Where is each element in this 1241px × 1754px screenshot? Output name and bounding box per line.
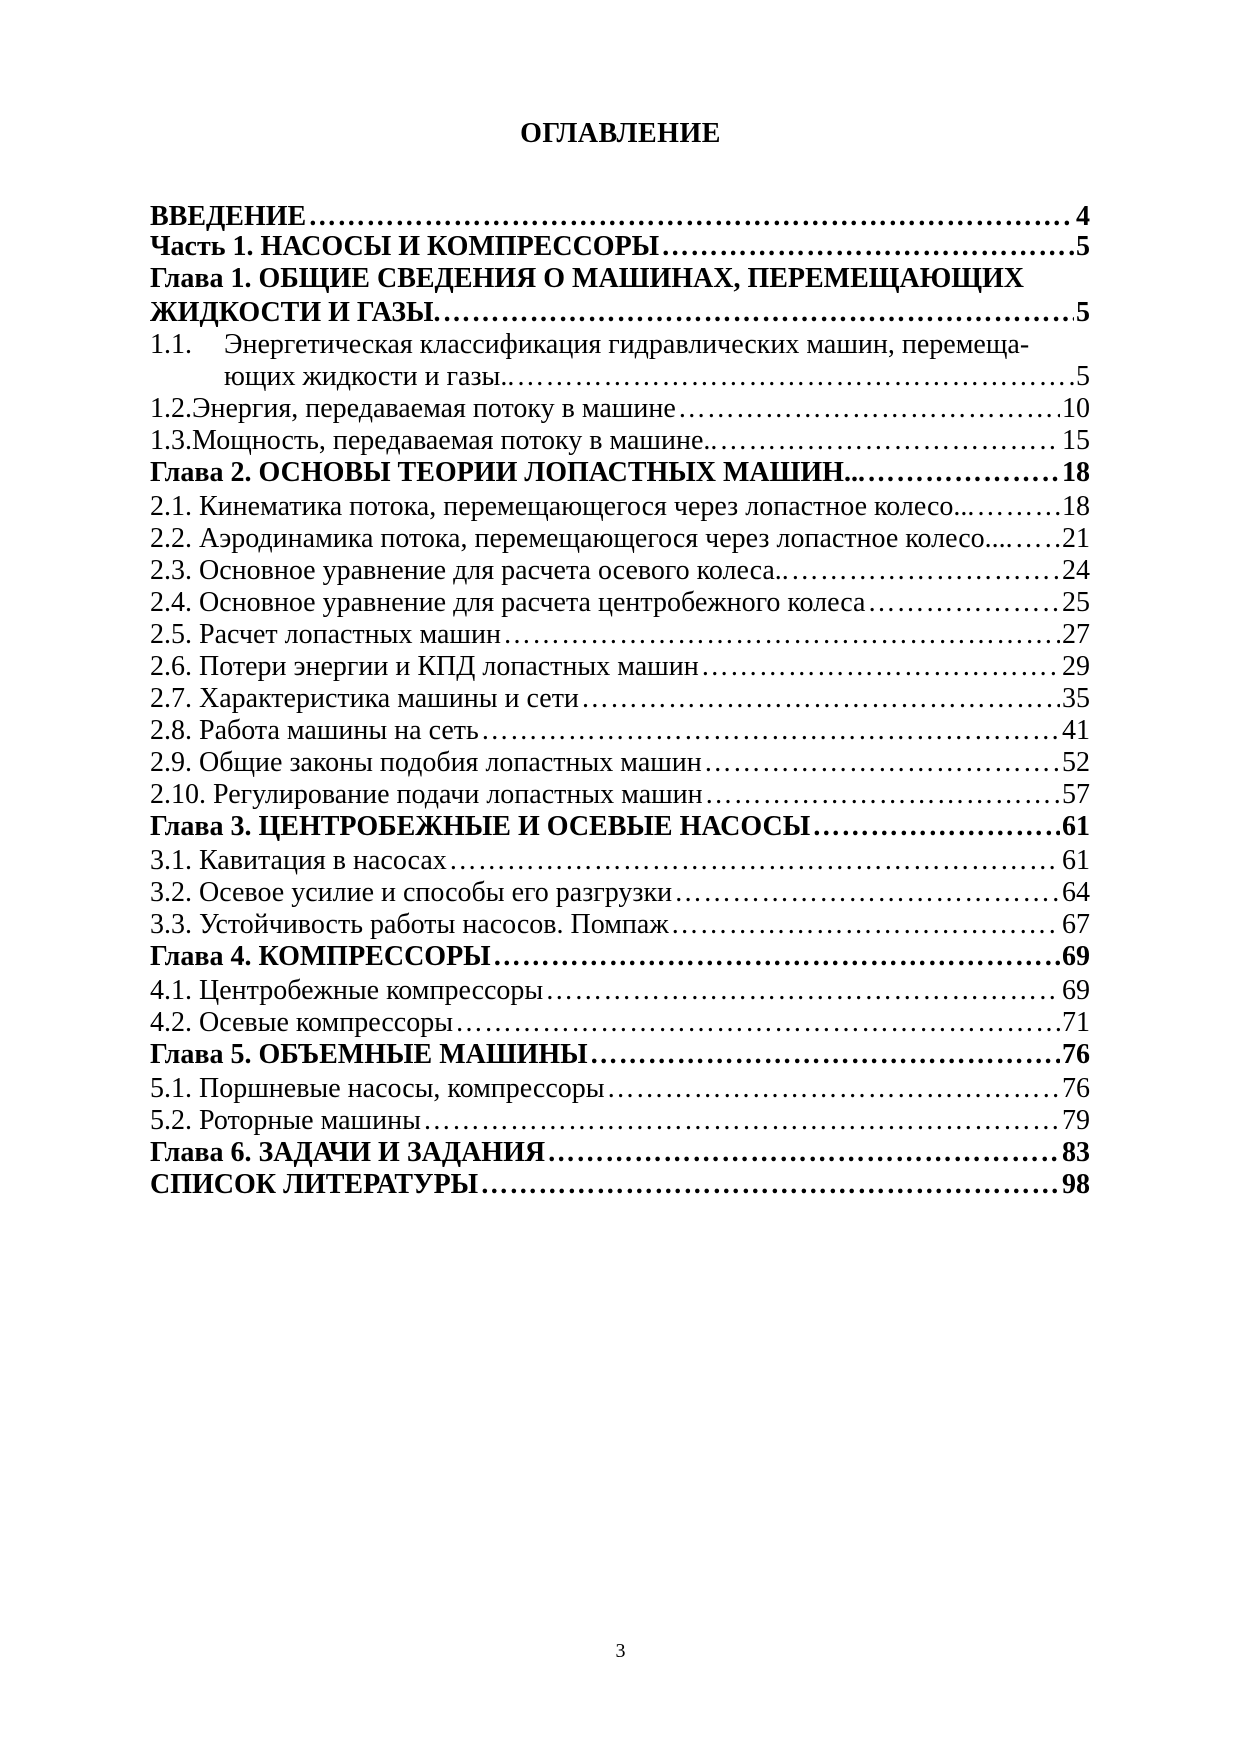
toc-entry-text: 5.2. Роторные машины xyxy=(150,1105,421,1136)
toc-entry-page: 10 xyxy=(1062,393,1090,424)
toc-entry-text: ющих жидкости и газы.. xyxy=(224,361,515,392)
dot-leader xyxy=(791,554,1060,587)
toc-entry-page: 64 xyxy=(1062,877,1090,908)
dot-leader xyxy=(678,392,1060,425)
toc-entry-number: 1.1. xyxy=(150,329,192,360)
toc-entry-text: 4.2. Осевые компрессоры xyxy=(150,1007,454,1038)
toc-entry-page: 4 xyxy=(1076,201,1090,232)
toc-entry-page: 79 xyxy=(1062,1105,1090,1136)
toc-entry-4-1 xyxy=(150,974,1090,1007)
toc-entry-page: 61 xyxy=(1062,845,1090,876)
toc-entry-page: 61 xyxy=(1062,811,1090,842)
toc-entry-page: 5 xyxy=(1076,361,1090,392)
toc-entry-text: 2.2. Аэродинамика потока, перемещающегося через лопастное колесо.... xyxy=(150,523,1013,554)
toc-entry-text: Глава 1. ОБЩИЕ СВЕДЕНИЯ О МАШИНАХ, ПЕРЕМЕЩАЮЩИХ xyxy=(150,263,1025,294)
toc-entry-page: 71 xyxy=(1062,1007,1090,1038)
toc-entry-chapter-2 xyxy=(150,456,1090,489)
toc-entry-5-1 xyxy=(150,1072,1090,1105)
dot-leader xyxy=(423,1104,1060,1137)
toc-entry-1-1-line-2 xyxy=(224,360,1090,393)
toc-entry-references xyxy=(150,1168,1090,1201)
toc-entry-page: 83 xyxy=(1062,1137,1090,1168)
dot-leader xyxy=(545,974,1060,1007)
toc-entry-chapter-1-line-1 xyxy=(150,262,1090,295)
toc-entry-page: 18 xyxy=(1062,457,1090,488)
toc-entry-chapter-3 xyxy=(150,810,1090,843)
toc-entry-2-4 xyxy=(150,586,1090,619)
toc-entry-2-5 xyxy=(150,618,1090,651)
dot-leader xyxy=(455,1006,1060,1039)
toc-entry-text: Энергия, передаваемая потоку в машине xyxy=(192,393,676,424)
toc-entry-text: Глава 4. КОМПРЕССОРЫ xyxy=(150,941,491,972)
toc-entry-page: 69 xyxy=(1062,941,1090,972)
toc-entry-text: 3.2. Осевое усилие и способы его разгрузки xyxy=(150,877,673,908)
toc-entry-3-2 xyxy=(150,876,1090,909)
toc-entry-chapter-4 xyxy=(150,940,1090,973)
toc-entry-text: 2.8. Работа машины на сеть xyxy=(150,715,479,746)
toc-entry-1-2 xyxy=(150,392,1090,425)
toc-title: ОГЛАВЛЕНИЕ xyxy=(520,118,721,149)
toc-entry-5-2 xyxy=(150,1104,1090,1137)
dot-leader xyxy=(674,876,1060,909)
toc-entry-2-3 xyxy=(150,554,1090,587)
toc-entry-2-2 xyxy=(150,522,1090,555)
toc-entry-text: ЖИДКОСТИ И ГАЗЫ. xyxy=(150,297,441,328)
toc-entry-2-8 xyxy=(150,714,1090,747)
dot-leader xyxy=(719,424,1060,457)
toc-entry-text: 3.1. Кавитация в насосах xyxy=(150,845,447,876)
toc-entry-text: 2.5. Расчет лопастных машин xyxy=(150,619,501,650)
toc-entry-2-6 xyxy=(150,650,1090,683)
toc-entry-text: 2.6. Потери энергии и КПД лопастных машин xyxy=(150,651,699,682)
toc-entry-text: Глава 3. ЦЕНТРОБЕЖНЫЕ И ОСЕВЫЕ НАСОСЫ xyxy=(150,811,811,842)
toc-entry-3-3 xyxy=(150,908,1090,941)
dot-leader xyxy=(503,618,1060,651)
toc-entry-text: 2.9. Общие законы подобия лопастных машин xyxy=(150,747,702,778)
toc-entry-page: 98 xyxy=(1062,1169,1090,1200)
toc-entry-page: 76 xyxy=(1062,1039,1090,1070)
dot-leader xyxy=(867,586,1060,619)
toc-entry-number: 1.2. xyxy=(150,393,192,424)
toc-entry-page: 57 xyxy=(1062,779,1090,810)
toc-entry-text: ВВЕДЕНИЕ xyxy=(150,201,307,232)
toc-entry-page: 15 xyxy=(1062,425,1090,456)
toc-entry-text: Глава 6. ЗАДАЧИ И ЗАДАНИЯ xyxy=(150,1137,546,1168)
dot-leader xyxy=(590,1038,1060,1071)
toc-entry-page: 5 xyxy=(1076,297,1090,328)
toc-entry-chapter-1-line-2 xyxy=(150,296,1090,329)
dot-leader xyxy=(701,650,1060,683)
toc-entry-page: 35 xyxy=(1062,683,1090,714)
toc-entry-page: 52 xyxy=(1062,747,1090,778)
toc-entry-page: 29 xyxy=(1062,651,1090,682)
dot-leader xyxy=(516,360,1074,393)
dot-leader xyxy=(671,908,1060,941)
toc-entry-number: 1.3. xyxy=(150,425,192,456)
dot-leader xyxy=(867,456,1060,489)
toc-entry-4-2 xyxy=(150,1006,1090,1039)
dot-leader xyxy=(442,296,1074,329)
toc-entry-text: 2.3. Основное уравнение для расчета осевого колеса.. xyxy=(150,555,789,586)
toc-entry-text: 2.4. Основное уравнение для расчета центробежного колеса xyxy=(150,587,866,618)
dot-leader xyxy=(704,746,1060,779)
toc-entry-text: СПИСОК ЛИТЕРАТУРЫ xyxy=(150,1169,479,1200)
toc-entry-1-3 xyxy=(150,424,1090,457)
toc-entry-page: 18 xyxy=(1062,491,1090,522)
toc-entry-2-1 xyxy=(150,490,1090,523)
dot-leader xyxy=(481,714,1060,747)
toc-entry-text: 2.1. Кинематика потока, перемещающегося через лопастное колесо... xyxy=(150,491,975,522)
toc-entry-2-9 xyxy=(150,746,1090,779)
toc-entry-text: 2.7. Характеристика машины и сети xyxy=(150,683,579,714)
dot-leader xyxy=(1015,522,1060,555)
dot-leader xyxy=(308,200,1074,233)
dot-leader xyxy=(661,230,1074,263)
toc-entry-page: 41 xyxy=(1062,715,1090,746)
toc-entry-3-1 xyxy=(150,844,1090,877)
toc-entry-1-1-line-1 xyxy=(150,328,1090,361)
toc-entry-text: Энергетическая классификация гидравлических машин, перемеща- xyxy=(224,329,1030,360)
dot-leader xyxy=(547,1136,1060,1169)
dot-leader xyxy=(449,844,1060,877)
toc-entry-page: 5 xyxy=(1076,231,1090,262)
toc-entry-page: 67 xyxy=(1062,909,1090,940)
dot-leader xyxy=(607,1072,1060,1105)
toc-entry-introduction xyxy=(150,200,1090,233)
toc-entry-page: 25 xyxy=(1062,587,1090,618)
toc-entry-part-1 xyxy=(150,230,1090,263)
toc-entry-chapter-6 xyxy=(150,1136,1090,1169)
toc-entry-page: 76 xyxy=(1062,1073,1090,1104)
dot-leader xyxy=(976,490,1060,523)
toc-entry-text: 3.3. Устойчивость работы насосов. Помпаж xyxy=(150,909,669,940)
toc-entry-chapter-5 xyxy=(150,1038,1090,1071)
toc-entry-text: 2.10. Регулирование подачи лопастных машин xyxy=(150,779,703,810)
dot-leader xyxy=(581,682,1060,715)
toc-entry-text: 5.1. Поршневые насосы, компрессоры xyxy=(150,1073,605,1104)
dot-leader xyxy=(480,1168,1060,1201)
toc-entry-page: 27 xyxy=(1062,619,1090,650)
dot-leader xyxy=(812,810,1060,843)
toc-entry-page: 24 xyxy=(1062,555,1090,586)
toc-entry-text: Глава 2. ОСНОВЫ ТЕОРИИ ЛОПАСТНЫХ МАШИН... xyxy=(150,457,865,488)
dot-leader xyxy=(493,940,1060,973)
toc-entry-text: 4.1. Центробежные компрессоры xyxy=(150,975,544,1006)
toc-entry-page: 21 xyxy=(1062,523,1090,554)
toc-entry-2-10 xyxy=(150,778,1090,811)
toc-entry-text: Глава 5. ОБЪЕМНЫЕ МАШИНЫ xyxy=(150,1039,588,1070)
toc-entry-text: Мощность, передаваемая потоку в машине.. xyxy=(192,425,718,456)
toc-entry-page: 69 xyxy=(1062,975,1090,1006)
page-number: 3 xyxy=(615,1640,626,1662)
toc-entry-2-7 xyxy=(150,682,1090,715)
dot-leader xyxy=(705,778,1060,811)
toc-entry-text: Часть 1. НАСОСЫ И КОМПРЕССОРЫ xyxy=(150,231,660,262)
